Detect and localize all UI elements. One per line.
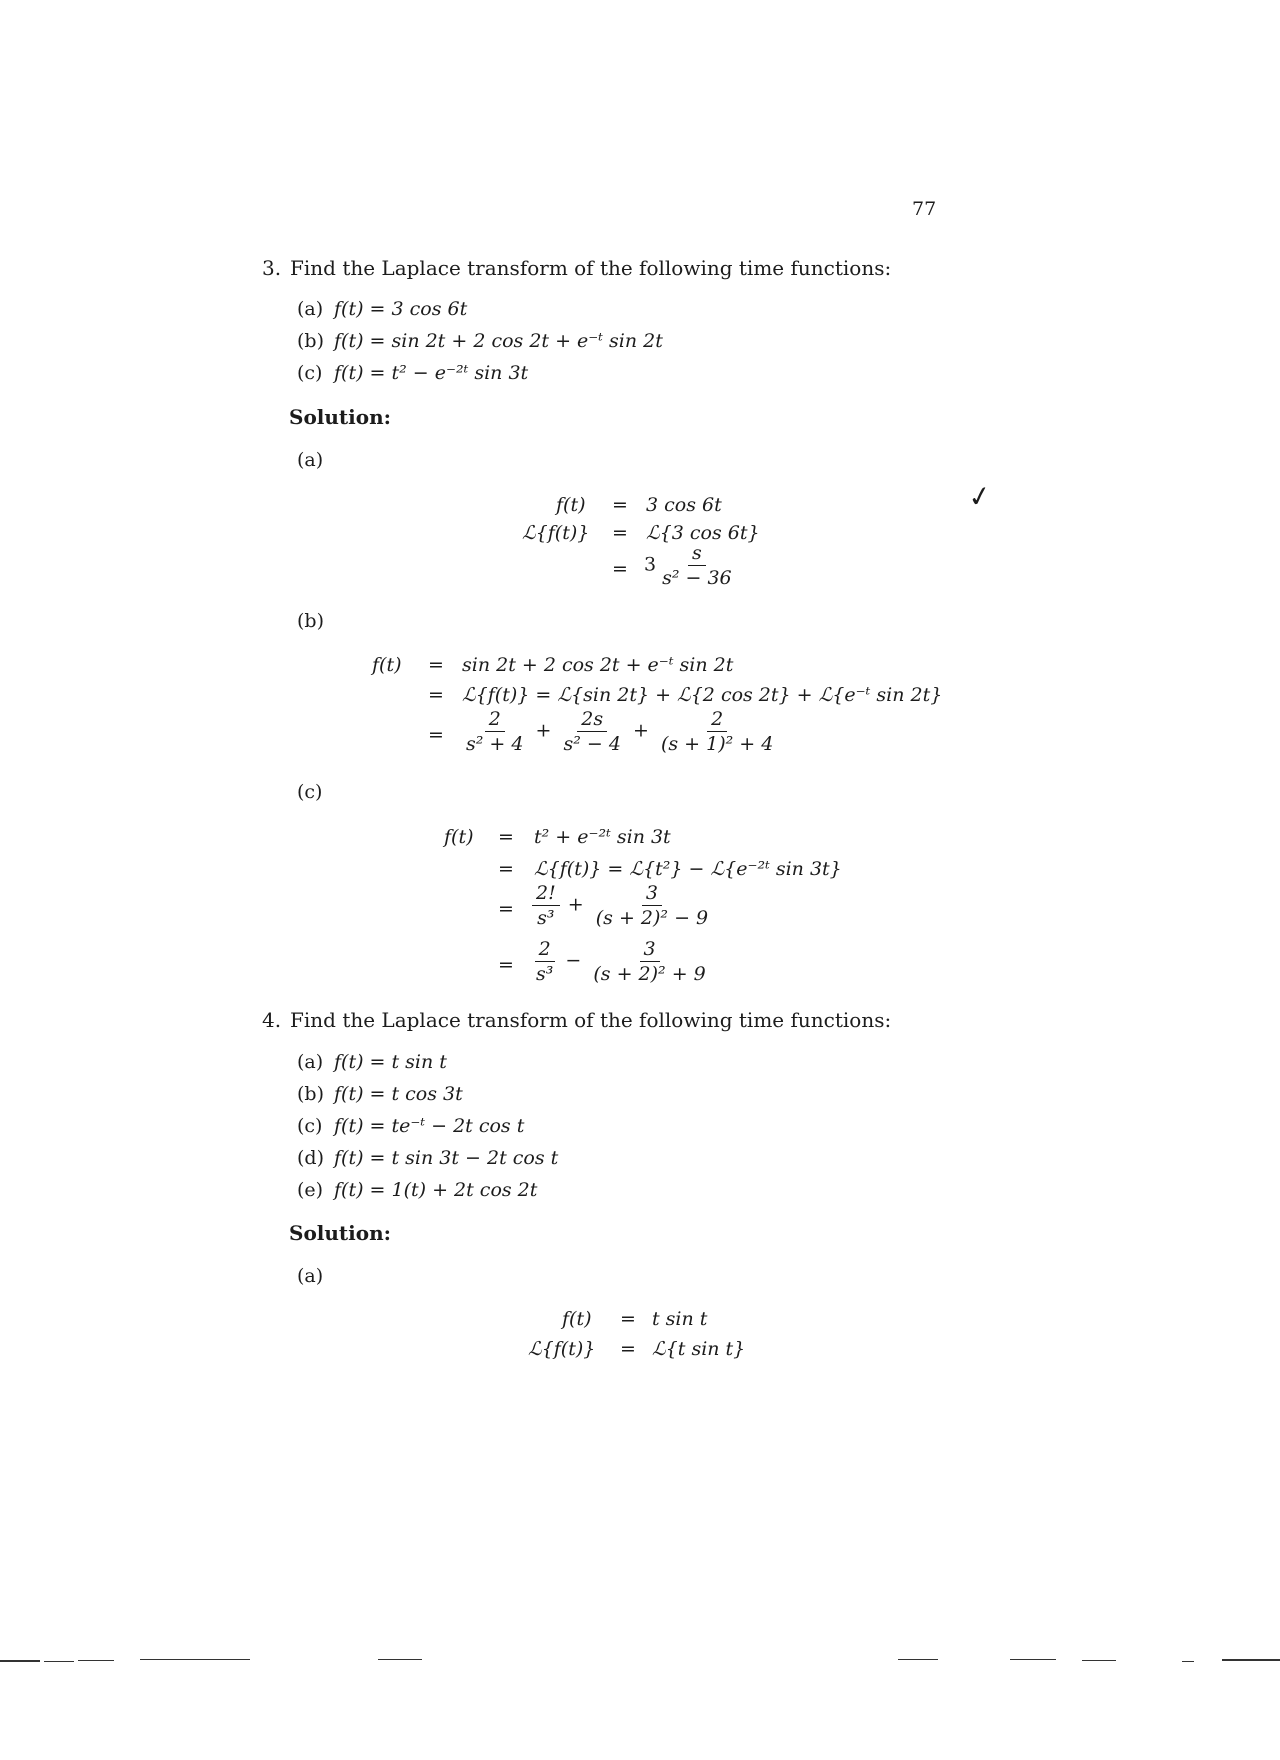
p3c-rhs1: t² + e⁻²ᵗ sin 3t (534, 826, 671, 848)
p3c-frac1-den: s³ (537, 907, 555, 929)
p3a-fraction (658, 542, 736, 589)
p3b-result (460, 708, 779, 755)
problem-3-item-a-expr: f(t) = 3 cos 6t (334, 298, 468, 320)
problem-3-item-b-label: (b) (297, 330, 324, 352)
p3b-eq2: = (428, 684, 444, 706)
p3a-rhs1: 3 cos 6t (646, 494, 722, 516)
problem-4-solution-label: Solution: (289, 1221, 392, 1245)
p3c-eq3: = (498, 898, 514, 920)
scan-artifact (1222, 1659, 1280, 1661)
checkmark-icon: ✓ (965, 478, 995, 515)
p3c-frac3-den: s³ (536, 963, 554, 985)
p3c-frac4 (589, 938, 709, 985)
p3b-plus2: + (633, 719, 649, 742)
p3c-minus1: − (565, 949, 582, 972)
p3b-eq3: = (428, 724, 444, 746)
p3b-frac2 (559, 708, 624, 755)
p3b-frac1 (462, 708, 527, 755)
scan-artifact (1010, 1659, 1056, 1660)
problem-4-item-a-label: (a) (297, 1051, 324, 1073)
p4a-rhs2: ℒ{t sin t} (652, 1338, 746, 1360)
p3b-eq1: = (428, 654, 444, 676)
problem-4-item-c-label: (c) (297, 1115, 323, 1137)
p3c-frac3-num: 2 (535, 938, 555, 962)
p3c-frac3 (532, 938, 557, 985)
p4a-lhs2: ℒ{f(t)} (528, 1338, 596, 1360)
problem-4-statement: Find the Laplace transform of the following time functions: (290, 1008, 892, 1032)
p3c-eq1: = (498, 826, 514, 848)
problem-4-number: 4. (262, 1008, 282, 1032)
p4a-rhs1: t sin t (652, 1308, 708, 1330)
p3a-den: s² − 36 (662, 567, 732, 589)
p3c-result1 (530, 882, 714, 929)
p3c-result2 (530, 938, 712, 985)
p3b-frac2-num: 2s (577, 708, 607, 732)
p3b-frac1-den: s² + 4 (466, 733, 524, 755)
p3b-lhs1: f(t) (372, 654, 402, 676)
p4a-eq2: = (620, 1338, 636, 1360)
problem-4-part-a-label: (a) (297, 1265, 324, 1287)
problem-3-item-a-label: (a) (297, 298, 324, 320)
p3c-rhs2: ℒ{f(t)} = ℒ{t²} − ℒ{e⁻²ᵗ sin 3t} (534, 858, 842, 880)
p3a-num: s (688, 542, 706, 566)
p3b-plus1: + (535, 719, 552, 742)
p3c-plus1: + (567, 893, 584, 916)
problem-4-item-e-expr: f(t) = 1(t) + 2t cos 2t (334, 1179, 538, 1201)
p4a-eq1: = (620, 1308, 636, 1330)
p3a-coef: 3 (644, 553, 657, 576)
p3b-frac3 (657, 708, 777, 755)
page-number: 77 (912, 198, 937, 220)
p3c-frac4-den: (s + 2)² + 9 (593, 963, 706, 985)
p3c-eq4: = (498, 954, 514, 976)
scan-artifact (140, 1659, 250, 1660)
scan-artifact (44, 1661, 74, 1662)
problem-3-part-a-label: (a) (297, 449, 324, 471)
scan-artifact (0, 1660, 40, 1662)
p3b-frac3-den: (s + 1)² + 4 (660, 733, 774, 755)
problem-4-item-e-label: (e) (297, 1179, 324, 1201)
scan-artifact (378, 1659, 422, 1660)
scan-artifact (1082, 1660, 1116, 1661)
p3a-lhs2: ℒ{f(t)} (522, 522, 590, 544)
problem-4-item-d-expr: f(t) = t sin 3t − 2t cos t (334, 1147, 559, 1169)
scan-artifact (898, 1659, 938, 1660)
problem-3-item-c-expr: f(t) = t² − e⁻²ᵗ sin 3t (334, 362, 529, 384)
problem-3-solution-label: Solution: (289, 405, 392, 429)
p3b-frac2-den: s² − 4 (563, 733, 621, 755)
problem-4-item-d-label: (d) (297, 1147, 324, 1169)
p3b-frac3-num: 2 (707, 708, 727, 732)
p3c-lhs1: f(t) (444, 826, 474, 848)
problem-3-number: 3. (262, 256, 282, 280)
p3b-frac1-num: 2 (485, 708, 505, 732)
p3c-frac2-num: 3 (642, 882, 662, 906)
p3c-frac1-num: 2! (532, 882, 560, 906)
p3a-eq1: = (612, 494, 628, 516)
p3a-result (644, 542, 738, 589)
p3c-frac4-num: 3 (640, 938, 660, 962)
problem-3-item-b-expr: f(t) = sin 2t + 2 cos 2t + e⁻ᵗ sin 2t (334, 330, 663, 352)
p3c-frac2-den: (s + 2)² − 9 (595, 907, 709, 929)
p3c-eq2: = (498, 858, 514, 880)
scan-artifact (1182, 1661, 1194, 1662)
problem-3-statement: Find the Laplace transform of the following time functions: (290, 256, 892, 280)
p3a-rhs2: ℒ{3 cos 6t} (646, 522, 760, 544)
p3c-frac2 (592, 882, 712, 929)
problem-4-item-a-expr: f(t) = t sin t (334, 1051, 447, 1073)
problem-3-part-b-label: (b) (297, 610, 324, 632)
problem-4-item-b-expr: f(t) = t cos 3t (334, 1083, 463, 1105)
problem-4-item-c-expr: f(t) = te⁻ᵗ − 2t cos t (334, 1115, 525, 1137)
problem-3-part-c-label: (c) (297, 781, 323, 803)
p3c-frac1 (532, 882, 560, 929)
p3b-rhs2: ℒ{f(t)} = ℒ{sin 2t} + ℒ{2 cos 2t} + ℒ{e⁻ᵗ sin 2t} (462, 684, 943, 706)
problem-3-item-c-label: (c) (297, 362, 323, 384)
problem-4-item-b-label: (b) (297, 1083, 324, 1105)
p3b-rhs1: sin 2t + 2 cos 2t + e⁻ᵗ sin 2t (462, 654, 734, 676)
p3a-eq3: = (612, 558, 628, 580)
p4a-lhs1: f(t) (562, 1308, 592, 1330)
p3a-lhs1: f(t) (556, 494, 586, 516)
p3a-eq2: = (612, 522, 628, 544)
scan-artifact (78, 1660, 114, 1661)
